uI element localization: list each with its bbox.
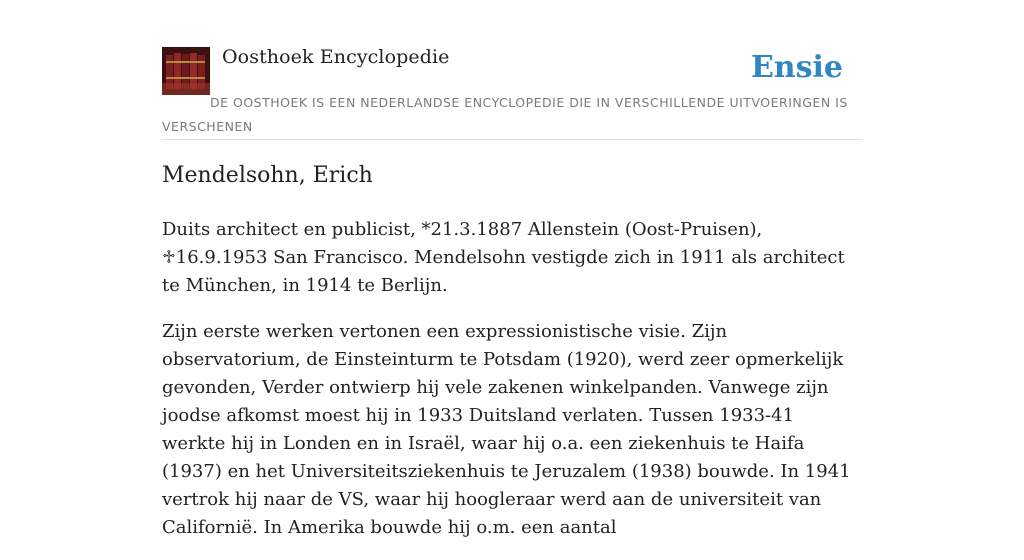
encyclopedia-logo-avatar[interactable] <box>162 47 210 95</box>
book-spines-icon <box>162 47 210 95</box>
site-header <box>162 46 862 140</box>
site-tagline: DE OOSTHOEK IS EEN NEDERLANDSE ENCYCLOPEDIE DIE IN VERSCHILLENDE UITVOERINGEN IS VERSCHENEN <box>162 95 848 134</box>
article-paragraph: Zijn eerste werken vertonen een expressionistische visie. Zijn observatorium, de Einsteinturm te Potsdam (1920), werd zeer opmerkelijk gevonden, Verder ontwierp hij vele zakenen winkelpanden. Vanwege zijn joodse afkomst moest hij in 1933 Duitsland verlaten. Tussen 1933-41 werkte hij in Londen en in Israël, waar hij o.a. een ziekenhuis te Haifa (1937) en het Universiteitsziekenhuis te Jeruzalem (1938) bouwde. In 1941 vertrok hij naar de VS, waar hij hoogleraar werd aan de universiteit van Californië. In Amerika bouwde hij o.m. een aantal <box>162 321 851 538</box>
article-title: Mendelsohn, Erich <box>162 163 373 188</box>
brand-logo-text[interactable]: Ensie <box>750 50 843 85</box>
article-paragraph: Duits architect en publicist, *21.3.1887 Allenstein (Oost-Pruisen), ♱16.9.1953 San Francisco. Mendelsohn vestigde zich in 1911 als architect te München, in 1914 te Berlijn. <box>162 219 845 296</box>
article-body <box>162 216 862 560</box>
site-name[interactable]: Oosthoek Encyclopedie <box>222 46 450 68</box>
